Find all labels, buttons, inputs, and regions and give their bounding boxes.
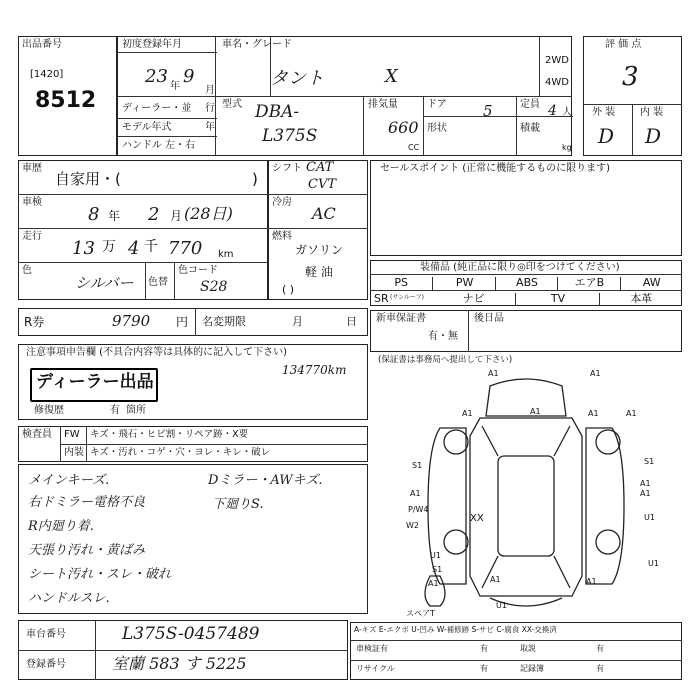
capacity-label: 定員 [520,99,540,110]
legend-line2-c: 取説 [520,644,536,653]
color-value: シルバー [75,274,134,292]
equipment-sr-sub: (サンルーフ) [390,294,424,301]
handwritten-note-6: 天張り汚れ・黄ばみ [28,543,146,558]
inspection-year: 8 [88,204,100,225]
lot-sub: [1420] [30,69,64,80]
car-name-label: 車名・グレード [222,39,292,50]
model-year-label: モデル年式 [122,122,172,133]
score-label: 評 価 点 [605,39,642,50]
ac-label: 冷房 [272,197,292,208]
legend-line3-d: 有 [596,664,604,673]
mileage-man: 13 [72,238,95,259]
doors-label: ドア [427,99,447,110]
exterior-grade: D [598,124,615,148]
color-change-label: 色替 [148,277,168,288]
equipment-item-2: ABS [495,277,558,290]
type-label: 型式 [222,99,242,110]
mileage-sen-unit: 千 [144,239,158,255]
model-code-2: L375S [262,126,318,146]
mileage-sen: 4 [128,238,140,259]
legend-line1: A-キズ E-エクボ U-凹み W-補修跡 S-サビ C-腐食 XX-交換済 [354,625,557,634]
equipment-item-1: PW [432,277,495,290]
name-change-day: 日 [346,315,357,328]
capacity-unit: 人 [562,107,572,118]
history-value: 自家用・( [55,170,121,188]
inspection-day: (28日) [184,204,233,223]
fuel-value2: 軽 油 [305,265,333,279]
reg-label: 登録番号 [26,659,66,670]
fuel-paren: ( ) [282,283,295,296]
legend-line2-d: 有 [596,644,604,653]
inspection-year-unit: 年 [108,209,121,223]
recycle-unit: 円 [176,315,189,329]
repair-unit: 箇所 [126,405,146,416]
sales-point-box [370,160,682,256]
first-reg-month: 9 [183,66,195,87]
checker-label: 検査員 [22,429,52,440]
diagram-mark-16: XX [470,513,484,524]
grade: X [385,66,398,87]
lot-label: 出品番号 [22,39,62,50]
lot-number: 8512 [35,88,97,113]
warranty-label: 新車保証書 [376,313,426,324]
checker-row2: キズ・汚れ・コゲ・穴・ヨレ・キレ・破レ [90,447,271,458]
diagram-mark-12: U1 [644,513,655,522]
equipment-row1 [370,274,682,290]
handwritten-note-7: シート汚れ・スレ・破れ [28,567,172,582]
model-code-1: DBA- [255,102,300,122]
drive-2wd: 2WD [545,55,569,66]
color-label: 色 [22,265,32,276]
diagram-mark-7: S1 [412,461,423,470]
notes-label: 注意事項申告欄 (不具合内容等は具体的に記入して下さい) [26,347,287,358]
dealer-label: ディーラー・並 [122,103,192,114]
interior-grade: D [645,124,662,148]
diagram-mark-3: A1 [462,409,473,418]
color-code: S28 [200,279,228,295]
dealer-stamp-text: ディーラー出品 [36,372,154,392]
recycle-value: 9790 [112,312,151,330]
repair-value: 有 [110,405,120,416]
shape-label: 形状 [427,123,447,134]
diagram-mark-9: A1 [410,489,421,498]
diagram-mark-13: U1 [430,551,441,560]
equipment-item-r2-2: 本革 [599,293,683,306]
equipment-item-r2-1: TV [515,293,599,306]
shift-label: シフト [272,163,302,174]
checker-row1: キズ・飛石・ヒビ割・リペア跡・X要 [90,429,249,440]
model-year-unit: 年 [205,122,215,133]
diagram-mark-22: A1 [428,579,439,588]
checker-row1-label: FW [64,429,80,440]
first-reg-label: 初度登録年月 [122,39,182,50]
chassis-label: 車台番号 [26,629,66,640]
reg-value: 室蘭 583 す 5225 [112,654,247,673]
diagram-label: (保証書は事務局へ提出して下さい) [378,355,513,365]
mileage-rest: 770 [168,238,203,259]
legend-line3-c: 記録簿 [520,664,544,673]
notes-mileage: 134770km [282,363,347,377]
exterior-label: 外 装 [592,107,616,118]
diagram-mark-11: A1 [640,479,651,488]
shift-value1: CAT [306,160,334,175]
mileage-unit: km [218,249,234,260]
legend-line2-b: 有 [480,644,488,653]
load-label: 積載 [520,123,540,134]
mileage-label: 走行 [22,231,42,242]
repair-label: 修復歴 [34,405,64,416]
chassis-value: L375S-0457489 [122,624,260,644]
handwritten-note-4: 下廻りS. [212,497,264,512]
handwritten-note-2: Dミラー・AWキズ. [208,473,323,488]
displacement: 660 [388,118,419,137]
car-name: タント [270,68,324,89]
handwritten-note-3: 右ドミラー電格不良 [28,495,146,510]
diagram-mark-8: S1 [644,457,655,466]
equipment-item-0: PS [394,276,408,289]
first-reg-year: 23 [145,66,168,87]
equipment-row2 [432,290,682,306]
legend-line3-b: 有 [480,664,488,673]
inspection-month: 2 [148,204,160,225]
handwritten-note-8: ハンドルスレ. [28,591,110,606]
handwritten-note-5: R内廻り着. [28,519,94,534]
equipment-item-3: エアB [557,277,620,290]
diagram-mark-17: P/W4 [408,505,429,514]
diagram-mark-10: A1 [640,489,651,498]
equipment-item-4: AW [620,277,683,290]
diagram-mark-15: U1 [648,559,659,568]
name-change-month: 月 [292,315,303,328]
equipment-sr-label: SR [374,292,389,305]
history-label: 車歴 [22,163,42,174]
name-change-label: 名変期限 [202,315,246,328]
diagram-mark-21: U1 [496,601,507,610]
year-unit: 年 [170,81,180,92]
diagram-mark-19: A1 [490,575,501,584]
recycle-label: R券 [24,315,45,329]
load-unit: kg [562,143,572,152]
color-code-label: 色コード [178,265,218,276]
interior-label: 内 装 [640,107,664,118]
book-label: 後日品 [474,313,504,324]
fuel-label: 燃料 [272,231,292,242]
warranty-value: 有・無 [428,331,458,342]
sales-point-label: セールスポイント (正常に機能するものに限ります) [380,163,611,174]
diagram-mark-20: A1 [586,577,597,586]
ac-value: AC [312,204,336,223]
spare-tire-label: スペアT [406,609,435,618]
diagram-mark-14: S1 [432,565,443,574]
doors: 5 [483,102,493,120]
diagram-mark-6: A1 [626,409,637,418]
diagram-mark-4: A1 [530,407,541,416]
dealer-unit: 行 [205,103,215,114]
handwritten-note-1: メインキーズ. [28,473,110,488]
capacity: 4 [548,103,557,119]
score: 3 [622,62,639,92]
checker-row2-label: 内装 [64,447,84,458]
handle-label: ハンドル 左・右 [122,140,196,151]
equipment-item-r2-0: ナビ [462,292,485,305]
month-unit: 月 [205,85,215,96]
cc-unit: CC [408,143,420,152]
inspection-month-unit: 月 [170,209,183,223]
equipment-label: 装備品 (純正品に限り◎印をつけてください) [420,262,620,273]
history-close: ) [252,170,258,188]
legend-line3-a: リサイクル [356,664,395,673]
fuel-value: ガソリン [295,243,344,257]
recycle-box [18,308,368,336]
inspection-label: 車検 [22,197,42,208]
shift-value2: CVT [308,177,337,192]
legend-line2-a: 車検証有 [356,644,388,653]
diagram-mark-5: A1 [588,409,599,418]
diagram-mark-1: A1 [488,369,499,378]
mileage-man-unit: 万 [102,239,116,255]
displacement-label: 排気量 [368,99,398,110]
drive-4wd: 4WD [545,77,569,88]
diagram-mark-2: A1 [590,369,601,378]
diagram-mark-18: W2 [406,521,419,530]
